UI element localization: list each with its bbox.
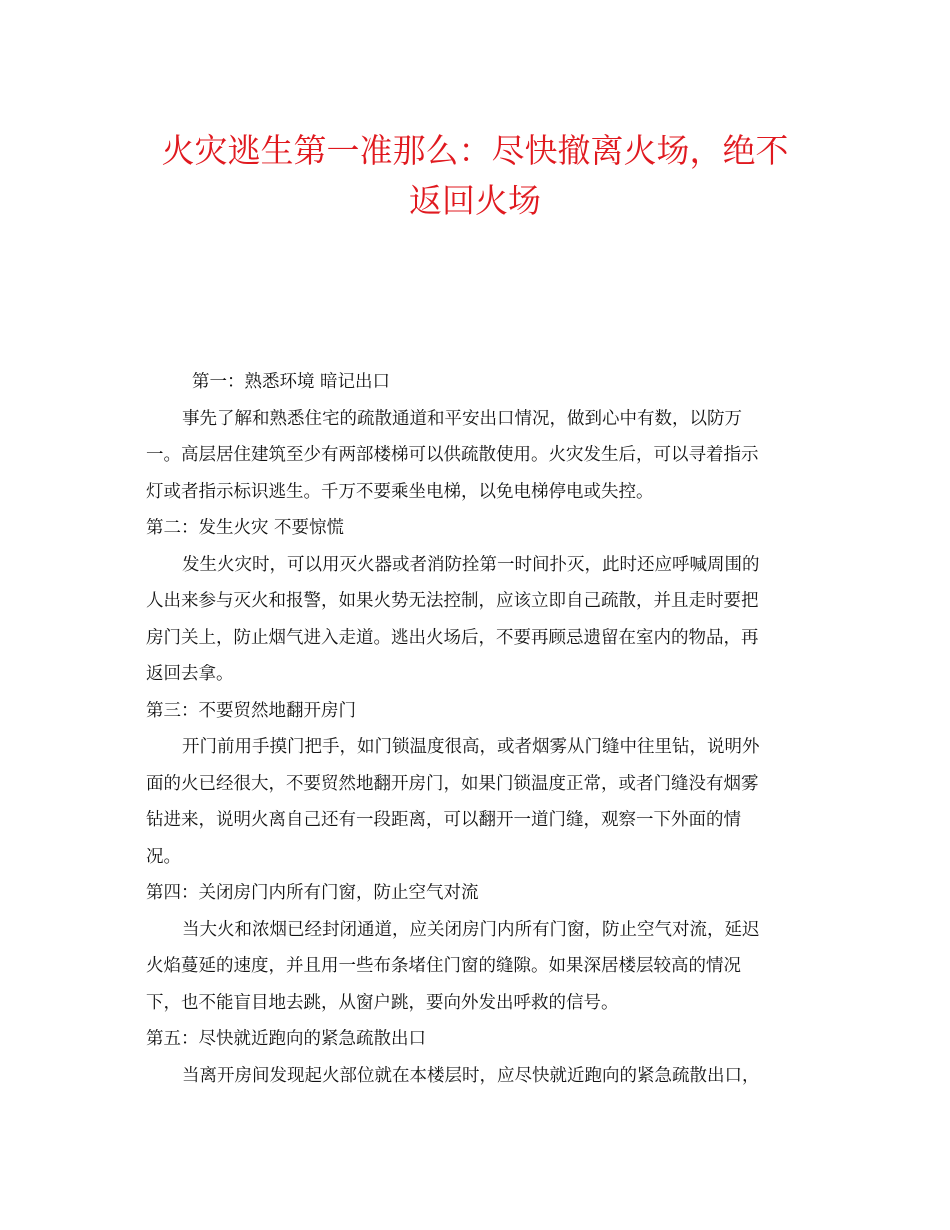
paragraph-line: 当大火和浓烟已经封闭通道，应关闭房门内所有门窗，防止空气对流，延迟: [182, 919, 760, 940]
section-heading: 第五：尽快就近跑向的紧急疏散出口: [146, 1029, 426, 1049]
paragraph-line: 当离开房间发现起火部位就在本楼层时，应尽快就近跑向的紧急疏散出口，: [182, 1065, 760, 1086]
paragraph-line: 开门前用手摸门把手，如门锁温度很高，或者烟雾从门缝中往里钻，说明外: [182, 737, 760, 757]
paragraph-line: 况。: [146, 846, 181, 867]
paragraph-line: 房门关上，防止烟气进入走道。逃出火场后，不要再顾忌遗留在室内的物品，再: [146, 627, 759, 648]
paragraph-line: 下，也不能盲目地去跳，从窗户跳，要向外发出呼救的信号。: [146, 992, 619, 1013]
title-line: 火灾逃生第一准那么：尽快撤离火场，绝不: [161, 131, 789, 170]
paragraph-line: 一。高层居住建筑至少有两部楼梯可以供疏散使用。火灾发生后，可以寻着指示: [146, 445, 759, 465]
section-paragraph: [146, 912, 806, 1022]
section-heading: 第四：关闭房门内所有门窗，防止空气对流: [146, 883, 479, 903]
document-body: [146, 364, 806, 1094]
section-heading: 第三：不要贸然地翻开房门: [146, 700, 356, 721]
section-paragraph: [146, 1058, 806, 1095]
paragraph-line: 面的火已经很大，不要贸然地翻开房门，如果门锁温度正常，或者门缝没有烟雾: [146, 773, 759, 794]
section-heading: 第一：熟悉环境 暗记出口: [192, 372, 391, 392]
section-heading: 第二：发生火灾 不要惊慌: [146, 518, 345, 538]
paragraph-line: 灯或者指示标识逃生。千万不要乘坐电梯，以免电梯停电或失控。: [146, 481, 654, 502]
paragraph-line: 钻进来，说明火离自己还有一段距离，可以翻开一道门缝，观察一下外面的情: [146, 810, 741, 830]
paragraph-line: 返回去拿。: [146, 664, 234, 684]
title-line: 返回火场: [409, 181, 541, 220]
section-paragraph: [146, 401, 806, 511]
paragraph-line: 人出来参与灭火和报警，如果火势无法控制，应该立即自己疏散，并且走时要把: [146, 591, 759, 611]
paragraph-line: 发生火灾时，可以用灭火器或者消防拴第一时间扑灭，此时还应呼喊周围的: [182, 554, 760, 575]
section-paragraph: [146, 547, 806, 693]
paragraph-line: 火焰蔓延的速度，并且用一些布条堵住门窗的缝隙。如果深居楼层较高的情况: [146, 956, 741, 976]
paragraph-line: 事先了解和熟悉住宅的疏散通道和平安出口情况，做到心中有数，以防万: [182, 408, 742, 429]
document-title: [140, 126, 810, 226]
section-paragraph: [146, 729, 806, 875]
